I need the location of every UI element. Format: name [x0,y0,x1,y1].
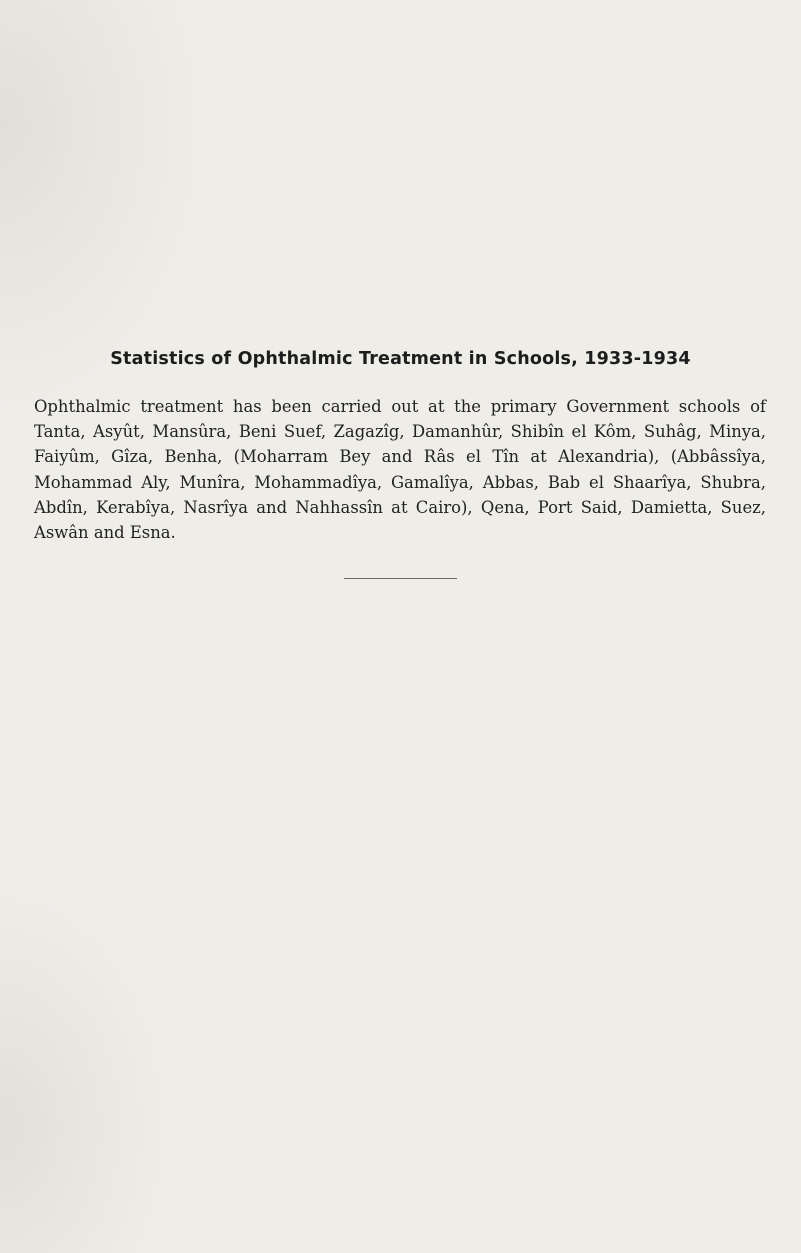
section-divider [344,578,457,579]
body-paragraph: Ophthalmic treatment has been carried out at the primary Government schools of Tanta, Asyût, Mansûra, Beni Suef, Zagazîg, Damanhûr, Shibîn el Kôm, Suhâg, Minya, Faiyûm, Gîza, Benha, (Moharram Bey and Râs el Tîn at Alexandria), (Abbâssîya, Mohammad Aly, Munîra, Mohammadîya, Gamalîya, Abbas, Bab el Shaarîya, Shubra, Abdîn, Kerabîya, Nasrîya and Nahhassîn at Cairo), Qena, Port Said, Damietta, Suez, Aswân and Esna. [34,397,766,543]
page-title: Statistics of Ophthalmic Treatment in Schools, 1933-1934 [110,349,691,369]
